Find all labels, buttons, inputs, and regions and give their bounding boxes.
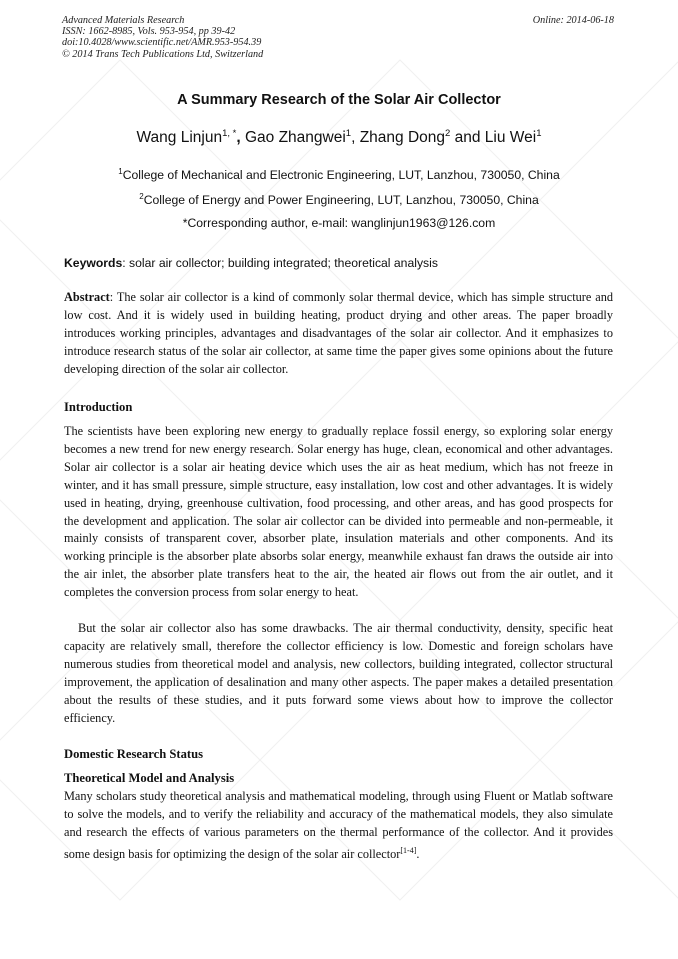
journal-header: [62, 15, 614, 60]
paragraph-text: Many scholars study theoretical analysis and mathematical modeling, through using Fluent or Matlab software to solve the models, and to verify the reliability and accuracy of the mathematical models, they also simulate and research the effects of various parameters on the thermal performance of the collector. And it provides some design basis for optimizing the design of the solar air collector: [64, 789, 613, 861]
affiliation-text: College of Mechanical and Electronic Engineering, LUT, Lanzhou, 730050, China: [122, 168, 560, 182]
paper-title: A Summary Research of the Solar Air Collector: [177, 92, 501, 108]
affiliation-mark: 1: [118, 167, 123, 176]
subsection-heading-theoretical: Theoretical Model and Analysis: [64, 771, 235, 785]
section-heading-domestic: Domestic Research Status: [64, 747, 203, 761]
author-affiliation-mark: 2: [445, 128, 451, 139]
section-heading-introduction: Introduction: [64, 400, 133, 414]
author-conjunction: and: [450, 129, 485, 146]
abstract-label: Abstract: [64, 290, 110, 304]
author-affiliation-mark: 1: [345, 128, 352, 139]
paragraph-end: .: [416, 846, 420, 861]
online-date: Online: 2014-06-18: [532, 15, 614, 26]
domestic-paragraph-1: [64, 788, 613, 864]
author-separator: ,: [351, 129, 360, 146]
copyright-line: © 2014 Trans Tech Publications Ltd, Switzerland: [62, 48, 264, 60]
doi-line: doi:10.4028/www.scientific.net/AMR.953-954.39: [62, 37, 262, 49]
keywords: [64, 256, 616, 270]
abstract: [64, 289, 613, 379]
author-affiliation-mark: 1, *: [222, 128, 237, 139]
citation-reference[interactable]: [1-4]: [400, 845, 417, 855]
journal-name: Advanced Materials Research: [62, 15, 185, 26]
intro-paragraph-1: The scientists have been exploring new energy to gradually replace fossil energy, so exploring solar energy becomes a new trend for new energy research. Solar energy has huge, clean, economical and other advantages. Solar air collector is a solar air heating device which uses the air as heat medium, which has not freeze in winter, and it has small pressure, simple structure, easy installation, low cost and other advantages. It is widely used in heating, drying, greenhouse cultivation, food processing, and other areas, and has good prospects for the development and application. The solar air collector can be divided into permeable and non-permeable, it mainly consists of transparent cover, absorber plate, insulation materials and other components. And its working principle is the absorber plate absorbs solar energy, meanwhile exhaust fan draws the outside air into the air inlet, the absorber plate transfers heat to the air, the heated air flows out from the air outlet, and it completes the conversion process from solar energy to heat.: [64, 424, 613, 600]
author-list: [0, 128, 678, 147]
intro-paragraph-2: But the solar air collector also has some drawbacks. The air thermal conductivity, density, specific heat capacity are relatively small, therefore the collector efficiency is low. Domestic and foreign scholars have numerous studies from theoretical model and analysis, new collectors, building integrated, collector structural improvement, the application of desalination and many other aspects. The paper makes a detailed presentation about the results of these studies, and it puts forward some views about how to improve the collector efficiency.: [64, 621, 613, 725]
author-name: Gao Zhangwei: [244, 129, 346, 146]
author-name: Zhang Dong: [359, 129, 446, 146]
keywords-label: Keywords: [64, 256, 123, 270]
issn-line: ISSN: 1662-8985, Vols. 953-954, pp 39-42: [62, 26, 236, 38]
affiliation-mark: 2: [139, 192, 144, 201]
corresponding-author: *Corresponding author, e-mail: wanglinjun1963@126.com: [182, 216, 496, 230]
abstract-text: : The solar air collector is a kind of commonly solar thermal device, which has simple structure and low cost. And it is widely used in building heating, product drying and other areas. The paper broadly introduces working principles, advantages and disadvantages of the solar air collector. And it emphasizes to introduce research status of the solar air collector, at same time the paper gives some opinions about the future developing direction of the solar air collector.: [64, 290, 613, 376]
author-affiliation-mark: 1: [536, 128, 542, 139]
affiliation-text: College of Energy and Power Engineering, LUT, Lanzhou, 730050, China: [143, 193, 539, 207]
affiliation-2: [0, 192, 678, 207]
affiliation-1: [0, 167, 678, 182]
author-name: Wang Linjun: [136, 129, 223, 146]
author-name: Liu Wei: [484, 129, 537, 146]
keywords-text: : solar air collector; building integrated; theoretical analysis: [122, 256, 438, 270]
author-separator: ,: [236, 129, 245, 146]
